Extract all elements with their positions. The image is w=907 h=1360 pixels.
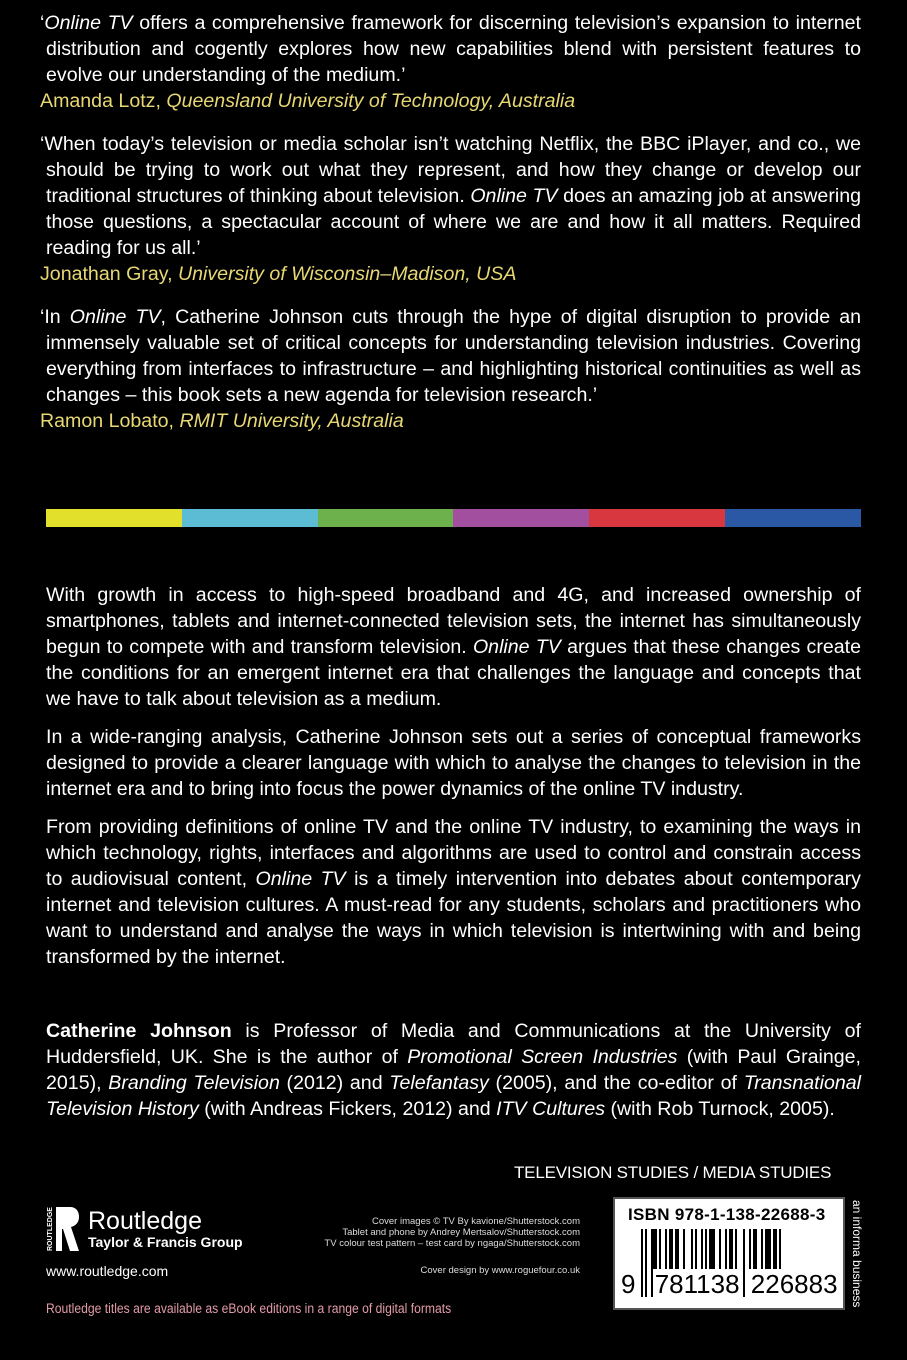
svg-text:ROUTLEDGE: ROUTLEDGE	[47, 1207, 54, 1251]
barcode-digits: 226883	[750, 1269, 838, 1299]
text: is a timely intervention into debates about contemporary internet and television cultures. A must-read for any students, scholars and practitioners who want to understand and analyse the ways in which television is intertwining with and being transformed by the internet.	[46, 868, 861, 968]
text: From providing definitions of online TV and the online TV industry, to examining the ways in which technology, rights, interfaces and algorithms are used to control and constrain access to audiovisual content,	[46, 816, 861, 890]
quote-text: ‘When today’s television or media scholar isn’t watching Netflix, the BBC iPlayer, and co., we should be trying to work out what they represent, and how they change or develop our traditional structures of thinking about television.	[40, 133, 861, 207]
book-title: Online TV	[255, 868, 346, 890]
design-credit: Cover design by www.roguefour.co.uk	[420, 1265, 580, 1276]
informa-tagline: an informa business	[850, 1200, 864, 1308]
text: (2012) and	[279, 1072, 390, 1094]
blurb-paragraph	[46, 582, 861, 712]
book-title: Online TV	[44, 12, 133, 34]
book-title: Telefantasy	[389, 1072, 489, 1094]
name: Jonathan Gray,	[40, 263, 178, 285]
blurb-paragraph	[46, 814, 861, 970]
stripe-blue	[725, 509, 861, 527]
quote-text: does an amazing job at answering those questions, a spectacular account of where we are and how it all matters. Required reading for us all.’	[46, 185, 861, 259]
barcode-digits: 781138	[654, 1269, 740, 1299]
isbn-barcode	[613, 1197, 845, 1310]
endorsements	[40, 10, 862, 434]
text: With growth in access to high-speed broadband and 4G, and increased ownership of smartphones, tablets and internet-connected television sets, the internet has simultaneously begun to compete with and transform television.	[46, 584, 861, 658]
publisher-name: Routledge	[88, 1207, 202, 1235]
ebook-note: Routledge titles are available as eBook editions in a range of digital formats	[46, 1301, 452, 1316]
routledge-logo	[46, 1205, 243, 1253]
attribution-3	[40, 408, 861, 434]
text: argues that these changes create the conditions for an emergent internet era that challenges the language and concepts that we have to talk about television as a medium.	[46, 636, 862, 710]
text: (2005), and the co-editor of	[488, 1072, 744, 1094]
image-credits	[280, 1216, 580, 1249]
stripe-yellow	[46, 509, 182, 527]
colour-stripe	[46, 509, 861, 527]
text: (with Paul Grainge, 2015),	[46, 1046, 861, 1094]
book-title: ITV Cultures	[496, 1098, 606, 1120]
text: In a wide-ranging analysis, Catherine Johnson sets out a series of conceptual frameworks designed to provide a clearer language with which to analyse the changes to television in the internet era and to bring into focus the power dynamics of the online TV industry.	[46, 726, 861, 800]
isbn-text: ISBN 978-1-138-22688-3	[628, 1205, 826, 1224]
quote-text: offers a comprehensive framework for discerning television’s expansion to internet distribution and cogently explores how new capabilities blend with persistent features to evolve our understanding of the medium.’	[46, 12, 861, 86]
credit-line: Cover images © TV By kavione/Shutterstock.com	[372, 1216, 580, 1227]
book-title: Branding Television	[108, 1072, 280, 1094]
barcode-digit: 9	[621, 1269, 636, 1299]
author-bio	[46, 1018, 861, 1122]
stripe-green	[318, 509, 454, 527]
quote-text: ‘In	[40, 306, 70, 328]
credit-line: Tablet and phone by Andrey Mertsalov/Shutterstock.com	[342, 1227, 580, 1238]
book-title: Online TV	[470, 185, 558, 207]
name: Ramon Lobato,	[40, 410, 180, 432]
book-title: Online TV	[472, 636, 561, 658]
subject-category: TELEVISION STUDIES / MEDIA STUDIES	[514, 1163, 832, 1182]
barcode-number	[619, 1269, 840, 1300]
attribution-1	[40, 88, 861, 114]
book-title: Promotional Screen Industries	[407, 1046, 678, 1068]
stripe-cyan	[182, 509, 318, 527]
affiliation: University of Wisconsin–Madison, USA	[177, 263, 517, 285]
text: is Professor of Media and Communications at the University of Huddersfield, UK. She is the author of	[46, 1020, 861, 1068]
credit-line: TV colour test pattern – test card by ngaga/Shutterstock.com	[324, 1238, 580, 1249]
author-name: Catherine Johnson	[46, 1020, 232, 1042]
stripe-red	[589, 509, 725, 527]
quote-text: , Catherine Johnson cuts through the hype of digital disruption to provide an immensely valuable set of critical concepts for understanding television industries. Covering everything from interfaces to infrastructure – and highlighting historical continuities as well as changes – this book sets a new agenda for television research.’	[46, 306, 862, 406]
publisher-url[interactable]: www.routledge.com	[46, 1263, 169, 1279]
name: Amanda Lotz,	[40, 90, 167, 112]
affiliation: RMIT University, Australia	[179, 410, 404, 432]
attribution-2	[40, 261, 861, 287]
quote-text: ‘	[40, 12, 45, 34]
text: (with Rob Turnock, 2005).	[605, 1098, 835, 1120]
quote-1	[40, 10, 861, 88]
routledge-r-icon	[46, 1205, 80, 1253]
stripe-magenta	[453, 509, 589, 527]
book-title: Online TV	[69, 306, 161, 328]
blurb-paragraph	[46, 724, 861, 802]
book-title: Transnational Television History	[46, 1072, 861, 1120]
publisher-group: Taylor & Francis Group	[88, 1234, 243, 1250]
quote-2	[40, 131, 861, 261]
affiliation: Queensland University of Technology, Australia	[166, 90, 576, 112]
text: (with Andreas Fickers, 2012) and	[198, 1098, 497, 1120]
blurb	[46, 582, 861, 982]
quote-3	[40, 304, 862, 408]
